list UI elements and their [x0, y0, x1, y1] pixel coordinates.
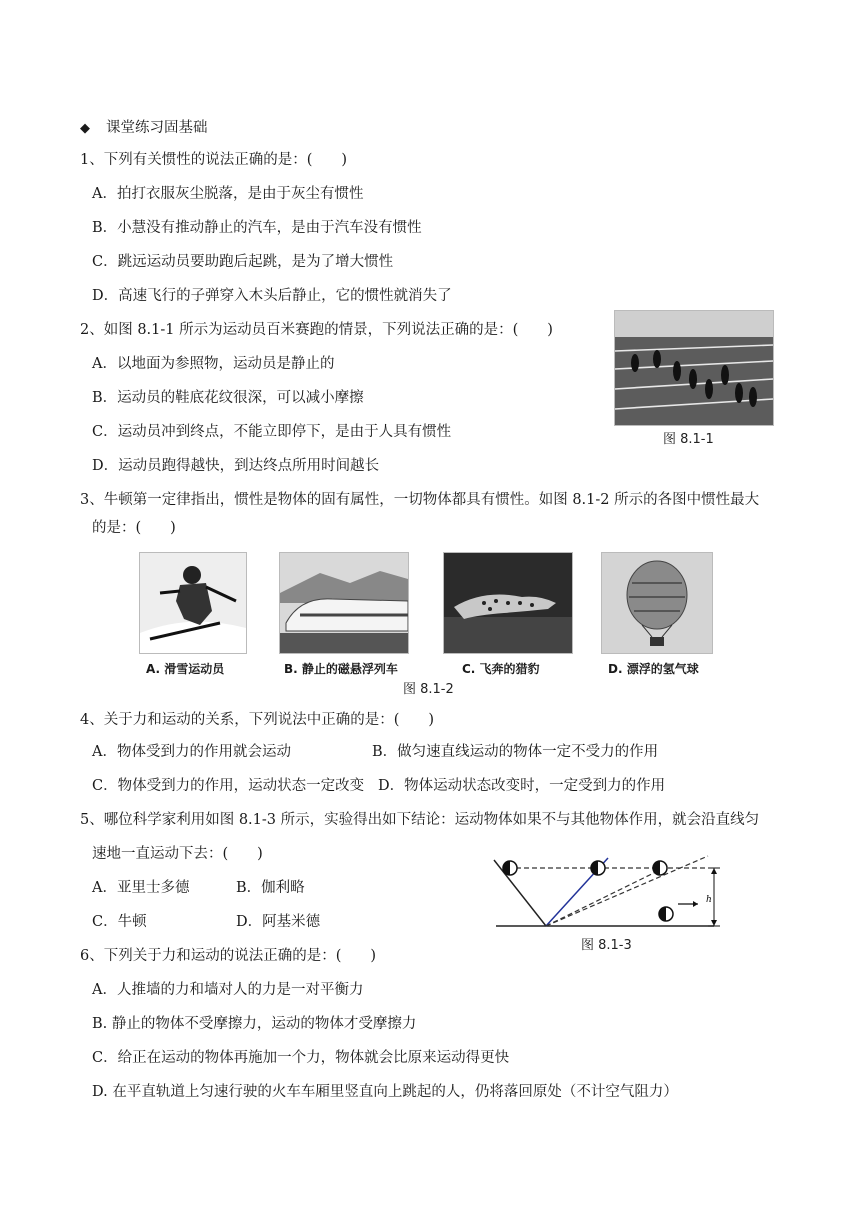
- question-3-stem-line-1: 3、牛顿第一定律指出，惯性是物体的固有属性，一切物体都具有惯性。如图 8.1-2 所示的各图中惯性最大: [80, 492, 760, 508]
- question-6-option-b: B. 静止的物体不受摩擦力，运动的物体才受摩擦力: [92, 1016, 417, 1032]
- question-4-option-b: B．做匀速直线运动的物体一定不受力的作用: [372, 744, 659, 760]
- question-1-option-c: C．跳远运动员要助跑后起跳，是为了增大惯性: [92, 254, 394, 270]
- cheetah-photo: [443, 552, 573, 654]
- question-1-stem: 1、下列有关惯性的说法正确的是：( ): [80, 152, 348, 168]
- ball-icon: [659, 907, 673, 921]
- question-4-option-a: A．物体受到力的作用就会运动: [92, 744, 291, 760]
- question-5-option-a: A．亚里士多德: [92, 880, 190, 896]
- ball-icon: [591, 861, 605, 875]
- hot-air-balloon-illustration: [602, 553, 712, 653]
- question-2-option-c: C．运动员冲到终点，不能立即停下，是由于人具有惯性: [92, 424, 452, 440]
- question-6-option-a: A．人推墙的力和墙对人的力是一对平衡力: [92, 982, 364, 998]
- question-5-option-d: D．阿基米德: [236, 914, 321, 930]
- height-label: h: [706, 895, 712, 905]
- question-2-option-a: A．以地面为参照物，运动员是静止的: [92, 356, 335, 372]
- question-2-stem: 2、如图 8.1-1 所示为运动员百米赛跑的情景，下列说法正确的是：( ): [80, 322, 553, 338]
- figure-8-1-2-caption: 图 8.1-2: [403, 682, 454, 697]
- sprint-race-illustration: [615, 311, 773, 425]
- cheetah-illustration: [444, 553, 572, 653]
- question-4-stem: 4、关于力和运动的关系，下列说法中正确的是：( ): [80, 712, 435, 728]
- maglev-train-photo: [279, 552, 409, 654]
- question-1-option-a: A．拍打衣服灰尘脱落，是由于灰尘有惯性: [92, 186, 364, 202]
- sprint-race-photo: [614, 310, 774, 426]
- figure-8-1-3-caption: 图 8.1-3: [581, 938, 632, 953]
- galileo-ramp-diagram: [488, 852, 728, 934]
- question-2-option-d: D．运动员跑得越快，到达终点所用时间越长: [92, 458, 380, 474]
- section-heading: [80, 118, 208, 139]
- question-2-option-b: B．运动员的鞋底花纹很深，可以减小摩擦: [92, 390, 364, 406]
- question-4-option-d: D．物体运动状态改变时，一定受到力的作用: [378, 778, 666, 794]
- question-4-option-c: C．物体受到力的作用，运动状态一定改变: [92, 778, 365, 794]
- image-label-c: C. 飞奔的猎豹: [462, 662, 540, 676]
- ball-icon: [653, 861, 667, 875]
- question-1-option-b: B．小慧没有推动静止的汽车，是由于汽车没有惯性: [92, 220, 422, 236]
- skier-photo: [139, 552, 247, 654]
- image-label-b: B. 静止的磁悬浮列车: [284, 662, 398, 676]
- question-5-option-b: B．伽利略: [236, 880, 305, 896]
- diamond-bullet-icon: ◆: [80, 121, 90, 136]
- question-3-stem-line-2: 的是：( ): [92, 520, 176, 536]
- skier-illustration: [140, 553, 246, 653]
- image-label-d: D. 漂浮的氢气球: [608, 662, 699, 676]
- image-label-a: A. 滑雪运动员: [146, 662, 225, 676]
- question-5-stem-line-2: 速地一直运动下去：( ): [92, 846, 263, 862]
- question-1-option-d: D．高速飞行的子弹穿入木头后静止，它的惯性就消失了: [92, 288, 452, 304]
- question-6-stem: 6、下列关于力和运动的说法正确的是：( ): [80, 948, 377, 964]
- question-5-stem-line-1: 5、哪位科学家利用如图 8.1-3 所示，实验得出如下结论：运动物体如果不与其他物体作用，就会沿直线匀: [80, 812, 760, 828]
- question-6-option-c: C．给正在运动的物体再施加一个力，物体就会比原来运动得更快: [92, 1050, 510, 1066]
- ball-icon: [503, 861, 517, 875]
- maglev-train-illustration: [280, 553, 408, 653]
- question-6-option-d: D. 在平直轨道上匀速行驶的火车车厢里竖直向上跳起的人，仍将落回原处（不计空气阻力）: [92, 1084, 678, 1100]
- question-5-option-c: C．牛顿: [92, 914, 147, 930]
- section-title: 课堂练习固基础: [106, 120, 208, 136]
- hydrogen-balloon-photo: [601, 552, 713, 654]
- figure-8-1-1-caption: 图 8.1-1: [663, 432, 714, 447]
